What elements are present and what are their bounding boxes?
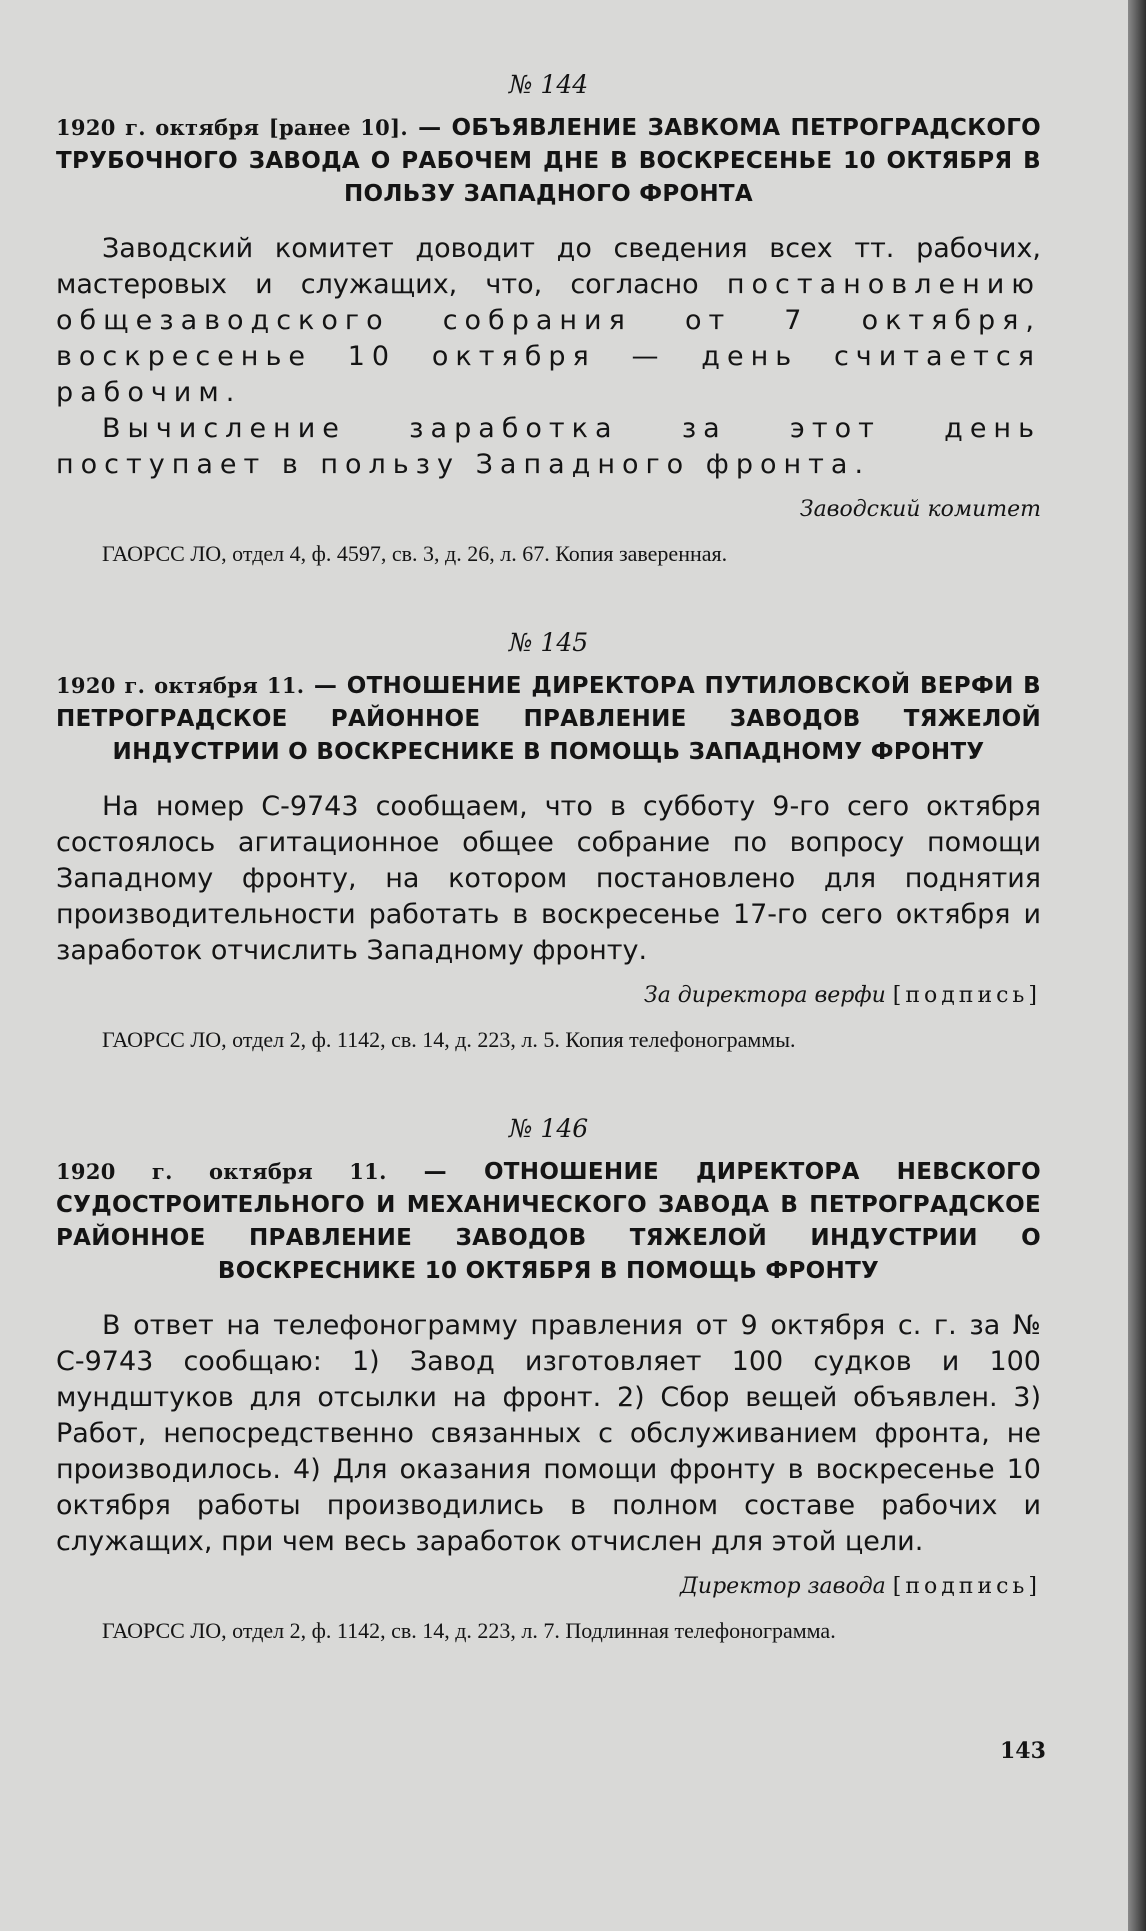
body-paragraph xyxy=(56,231,1041,411)
signature-line xyxy=(56,983,1041,1008)
document-date: 1920 г. октября 11. xyxy=(56,1159,387,1184)
body-paragraph: В ответ на телефонограмму правления от 9 октября с. г. за № С-9743 сообщаю: 1) Завод изготовляет 100 судков и 100 мундштуков для отсылки на фронт. 2) Сбор вещей объявлен. 3) Работ, непосредственно связанных с обслуживанием фронта, не производилось. 4) Для оказания помощи фронту в воскресенье 10 октября работы производились в полном составе рабочих и служащих, при чем весь заработок отчислен для этой цели. xyxy=(56,1310,1041,1557)
signature-line xyxy=(56,497,1041,522)
document-heading xyxy=(56,1155,1041,1288)
document-title: — ОБЪЯВЛЕНИЕ ЗАВКОМА ПЕТРОГРАДСКОГО ТРУБОЧНОГО ЗАВОДА О РАБОЧЕМ ДНЕ В ВОСКРЕСЕНЬЕ 10 ОКТЯБРЯ В ПОЛЬЗУ ЗАПАДНОГО ФРОНТА xyxy=(56,115,1041,207)
document-146 xyxy=(56,1114,1041,1647)
body-paragraph: На номер С-9743 сообщаем, что в субботу 9-го сего октября состоялось агитационное общее собрание по вопросу помощи Западному фронту, на котором постановлено для поднятия производительности работать в воскресенье 17-го сего октября и заработок отчислить Западному фронту. xyxy=(56,791,1041,966)
body-paragraph: Вычисление заработка за этот день поступает в пользу Западного фронта. xyxy=(56,413,1041,480)
book-edge-shadow xyxy=(1128,0,1146,1931)
signature-line xyxy=(56,1574,1041,1599)
signer-role: Директор завода xyxy=(680,1574,886,1599)
archive-reference: ГАОРСС ЛО, отдел 4, ф. 4597, св. 3, д. 26, л. 67. Копия заверенная. xyxy=(102,541,728,566)
spaced-text: постановлению общезаводского собрания от 7 октября, воскресенье 10 октября — день считается рабочим. xyxy=(56,269,1041,408)
page-number: 143 xyxy=(1000,1738,1046,1764)
document-number: № 144 xyxy=(508,70,589,99)
signature-mark: [подпись] xyxy=(892,1574,1041,1599)
signer-role: За директора верфи xyxy=(643,983,886,1008)
page-content xyxy=(56,70,1041,1705)
document-title: — ОТНОШЕНИЕ ДИРЕКТОРА ПУТИЛОВСКОЙ ВЕРФИ В ПЕТРОГРАДСКОЕ РАЙОННОЕ ПРАВЛЕНИЕ ЗАВОДОВ ТЯЖЕЛОЙ ИНДУСТРИИ О ВОСКРЕСНИКЕ В ПОМОЩЬ ЗАПАДНОМУ ФРОНТУ xyxy=(56,673,1041,765)
document-title: — ОТНОШЕНИЕ ДИРЕКТОРА НЕВСКОГО СУДОСТРОИТЕЛЬНОГО И МЕХАНИЧЕСКОГО ЗАВОДА В ПЕТРОГРАДСКОЕ РАЙОННОЕ ПРАВЛЕНИЕ ЗАВОДОВ ТЯЖЕЛОЙ ИНДУСТРИИ О ВОСКРЕСНИКЕ 10 ОКТЯБРЯ В ПОМОЩЬ ФРОНТУ xyxy=(56,1159,1041,1284)
document-heading xyxy=(56,111,1041,211)
archive-reference: ГАОРСС ЛО, отдел 2, ф. 1142, св. 14, д. 223, л. 7. Подлинная телефонограмма. xyxy=(102,1618,836,1643)
archive-reference: ГАОРСС ЛО, отдел 2, ф. 1142, св. 14, д. 223, л. 5. Копия телефонограммы. xyxy=(102,1027,796,1052)
body-text: Заводский комитет доводит до сведения всех тт. рабочих, мастеровых и служащих, что, согласно xyxy=(56,233,1041,300)
document-number: № 146 xyxy=(508,1114,589,1143)
document-date: 1920 г. октября 11. xyxy=(56,673,305,698)
document-heading xyxy=(56,669,1041,769)
document-date: 1920 г. октября [ранее 10]. xyxy=(56,115,408,140)
document-145 xyxy=(56,628,1041,1056)
signature-mark: [подпись] xyxy=(892,983,1041,1008)
document-number: № 145 xyxy=(508,628,589,657)
document-144 xyxy=(56,70,1041,570)
signer-role: Заводский комитет xyxy=(799,497,1041,522)
